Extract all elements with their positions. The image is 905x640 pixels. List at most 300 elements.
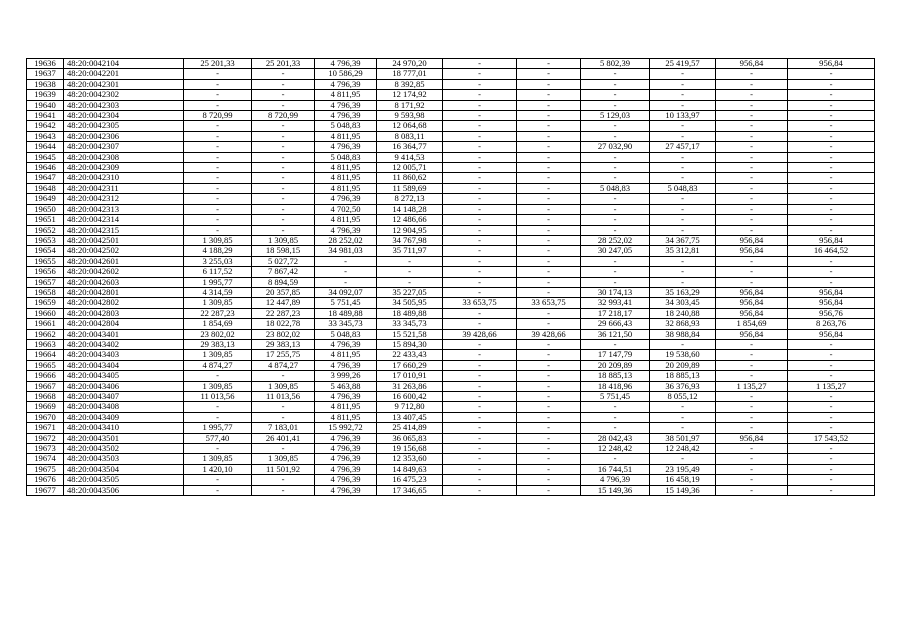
row-number-cell: 19663 xyxy=(27,339,64,349)
value-cell: 38 988,84 xyxy=(650,329,716,339)
row-number-cell: 19647 xyxy=(27,173,64,183)
value-cell: 36 121,50 xyxy=(581,329,650,339)
value-cell: 1 309,85 xyxy=(184,454,252,464)
value-cell: - xyxy=(517,464,581,474)
value-cell: 9 593,98 xyxy=(377,111,443,121)
cadastral-number-cell: 48:20:0042304 xyxy=(64,111,184,121)
value-cell: 17 218,17 xyxy=(581,308,650,318)
value-cell: - xyxy=(443,277,517,287)
value-cell: - xyxy=(716,475,788,485)
value-cell: - xyxy=(650,423,716,433)
cadastral-number-cell: 48:20:0042312 xyxy=(64,194,184,204)
value-cell: - xyxy=(581,69,650,79)
value-cell: - xyxy=(443,444,517,454)
value-cell: 16 464,52 xyxy=(788,246,875,256)
value-cell: - xyxy=(443,225,517,235)
value-cell: - xyxy=(252,131,315,141)
value-cell: 1 309,85 xyxy=(184,235,252,245)
value-cell: - xyxy=(443,339,517,349)
value-cell: - xyxy=(443,381,517,391)
row-number-cell: 19675 xyxy=(27,464,64,474)
value-cell: - xyxy=(517,163,581,173)
value-cell: - xyxy=(716,412,788,422)
cadastral-number-cell: 48:20:0042603 xyxy=(64,277,184,287)
value-cell: - xyxy=(788,277,875,287)
value-cell: 10 133,97 xyxy=(650,111,716,121)
value-cell: - xyxy=(252,485,315,495)
value-cell: - xyxy=(581,194,650,204)
value-cell: 26 401,41 xyxy=(252,433,315,443)
value-cell: - xyxy=(788,131,875,141)
value-cell: 20 209,89 xyxy=(650,360,716,370)
value-cell: - xyxy=(517,412,581,422)
row-number-cell: 19637 xyxy=(27,69,64,79)
value-cell: - xyxy=(443,215,517,225)
value-cell: - xyxy=(252,69,315,79)
value-cell: - xyxy=(252,444,315,454)
value-cell: - xyxy=(581,256,650,266)
cadastral-number-cell: 48:20:0042303 xyxy=(64,100,184,110)
value-cell: - xyxy=(788,444,875,454)
value-cell: 28 252,02 xyxy=(581,235,650,245)
table-row xyxy=(27,350,875,360)
value-cell: - xyxy=(443,131,517,141)
cadastral-number-cell: 48:20:0043501 xyxy=(64,433,184,443)
value-cell: - xyxy=(716,90,788,100)
row-number-cell: 19673 xyxy=(27,444,64,454)
value-cell: - xyxy=(184,121,252,131)
value-cell: - xyxy=(650,402,716,412)
row-number-cell: 19664 xyxy=(27,350,64,360)
value-cell: - xyxy=(517,319,581,329)
value-cell: 8 894,59 xyxy=(252,277,315,287)
value-cell: - xyxy=(315,267,377,277)
value-cell: - xyxy=(377,267,443,277)
value-cell: 8 171,92 xyxy=(377,100,443,110)
value-cell: 18 489,88 xyxy=(377,308,443,318)
value-cell: 1 995,77 xyxy=(184,423,252,433)
table-row xyxy=(27,319,875,329)
value-cell: 38 501,97 xyxy=(650,433,716,443)
value-cell: - xyxy=(788,339,875,349)
table-row xyxy=(27,215,875,225)
table-row xyxy=(27,79,875,89)
value-cell: 25 419,57 xyxy=(650,59,716,69)
value-cell: 577,40 xyxy=(184,433,252,443)
value-cell: - xyxy=(252,371,315,381)
value-cell: 5 751,45 xyxy=(581,392,650,402)
value-cell: - xyxy=(581,267,650,277)
cadastral-number-cell: 48:20:0043405 xyxy=(64,371,184,381)
value-cell: - xyxy=(517,402,581,412)
value-cell: 34 092,07 xyxy=(315,287,377,297)
value-cell: - xyxy=(788,152,875,162)
value-cell: - xyxy=(443,485,517,495)
row-number-cell: 19642 xyxy=(27,121,64,131)
value-cell: 956,84 xyxy=(788,329,875,339)
value-cell: - xyxy=(581,225,650,235)
value-cell: - xyxy=(581,454,650,464)
cadastral-number-cell: 48:20:0042314 xyxy=(64,215,184,225)
cadastral-number-cell: 48:20:0042602 xyxy=(64,267,184,277)
value-cell: 35 711,97 xyxy=(377,246,443,256)
value-cell: - xyxy=(788,267,875,277)
value-cell: - xyxy=(650,339,716,349)
row-number-cell: 19645 xyxy=(27,152,64,162)
value-cell: - xyxy=(184,163,252,173)
value-cell: - xyxy=(788,69,875,79)
value-cell: - xyxy=(443,267,517,277)
row-number-cell: 19641 xyxy=(27,111,64,121)
value-cell: 1 135,27 xyxy=(716,381,788,391)
value-cell: 4 811,95 xyxy=(315,215,377,225)
value-cell: 4 796,39 xyxy=(315,59,377,69)
value-cell: 956,84 xyxy=(716,235,788,245)
row-number-cell: 19660 xyxy=(27,308,64,318)
value-cell: - xyxy=(517,142,581,152)
value-cell: - xyxy=(650,69,716,79)
value-cell: - xyxy=(443,412,517,422)
value-cell: - xyxy=(517,59,581,69)
value-cell: - xyxy=(716,152,788,162)
value-cell: 23 802,02 xyxy=(252,329,315,339)
value-cell: 17 147,79 xyxy=(581,350,650,360)
value-cell: 956,84 xyxy=(716,298,788,308)
value-cell: 27 457,17 xyxy=(650,142,716,152)
value-cell: - xyxy=(716,392,788,402)
value-cell: - xyxy=(788,256,875,266)
value-cell: - xyxy=(443,173,517,183)
value-cell: 36 065,83 xyxy=(377,433,443,443)
table-row xyxy=(27,152,875,162)
value-cell: 24 970,20 xyxy=(377,59,443,69)
value-cell: - xyxy=(716,423,788,433)
cadastral-number-cell: 48:20:0043504 xyxy=(64,464,184,474)
value-cell: 34 303,45 xyxy=(650,298,716,308)
cadastral-number-cell: 48:20:0042804 xyxy=(64,319,184,329)
value-cell: - xyxy=(517,90,581,100)
value-cell: 5 027,72 xyxy=(252,256,315,266)
value-cell: - xyxy=(716,79,788,89)
table-row xyxy=(27,235,875,245)
table-row xyxy=(27,308,875,318)
table-row xyxy=(27,173,875,183)
value-cell: 30 247,05 xyxy=(581,246,650,256)
value-cell: - xyxy=(650,215,716,225)
value-cell: 4 874,27 xyxy=(184,360,252,370)
value-cell: - xyxy=(184,90,252,100)
value-cell: 10 586,29 xyxy=(315,69,377,79)
value-cell: 13 407,45 xyxy=(377,412,443,422)
value-cell: - xyxy=(581,412,650,422)
row-number-cell: 19652 xyxy=(27,225,64,235)
value-cell: - xyxy=(443,59,517,69)
row-number-cell: 19646 xyxy=(27,163,64,173)
value-cell: - xyxy=(716,215,788,225)
value-cell: - xyxy=(443,475,517,485)
table-body xyxy=(27,59,875,496)
value-cell: - xyxy=(517,204,581,214)
cadastral-number-cell: 48:20:0042601 xyxy=(64,256,184,266)
value-cell: - xyxy=(252,121,315,131)
value-cell: 7 183,01 xyxy=(252,423,315,433)
table-row xyxy=(27,142,875,152)
cadastral-number-cell: 48:20:0043408 xyxy=(64,402,184,412)
value-cell: - xyxy=(716,163,788,173)
value-cell: 15 149,36 xyxy=(650,485,716,495)
value-cell: - xyxy=(581,163,650,173)
table-row xyxy=(27,371,875,381)
value-cell: - xyxy=(650,267,716,277)
row-number-cell: 19643 xyxy=(27,131,64,141)
value-cell: 1 854,69 xyxy=(716,319,788,329)
value-cell: - xyxy=(650,412,716,422)
value-cell: - xyxy=(517,183,581,193)
value-cell: 36 376,93 xyxy=(650,381,716,391)
value-cell: - xyxy=(650,100,716,110)
value-cell: - xyxy=(517,194,581,204)
value-cell: 4 188,29 xyxy=(184,246,252,256)
table-row xyxy=(27,204,875,214)
value-cell: 5 048,83 xyxy=(315,152,377,162)
value-cell: - xyxy=(517,267,581,277)
value-cell: 11 501,92 xyxy=(252,464,315,474)
cadastral-number-cell: 48:20:0043409 xyxy=(64,412,184,422)
value-cell: - xyxy=(517,79,581,89)
value-cell: 34 505,95 xyxy=(377,298,443,308)
table-row xyxy=(27,464,875,474)
value-cell: - xyxy=(443,454,517,464)
value-cell: - xyxy=(184,402,252,412)
value-cell: - xyxy=(650,277,716,287)
value-cell: - xyxy=(252,79,315,89)
value-cell: - xyxy=(517,287,581,297)
value-cell: - xyxy=(443,204,517,214)
value-cell: - xyxy=(517,454,581,464)
value-cell: - xyxy=(788,90,875,100)
value-cell: - xyxy=(443,111,517,121)
value-cell: - xyxy=(581,339,650,349)
value-cell: - xyxy=(581,173,650,183)
table-row xyxy=(27,298,875,308)
cadastral-number-cell: 48:20:0042801 xyxy=(64,287,184,297)
cadastral-number-cell: 48:20:0042201 xyxy=(64,69,184,79)
value-cell: - xyxy=(716,339,788,349)
cadastral-number-cell: 48:20:0042307 xyxy=(64,142,184,152)
value-cell: 1 854,69 xyxy=(184,319,252,329)
value-cell: - xyxy=(252,475,315,485)
value-cell: - xyxy=(788,360,875,370)
value-cell: - xyxy=(517,225,581,235)
value-cell: - xyxy=(252,100,315,110)
value-cell: - xyxy=(184,371,252,381)
value-cell: - xyxy=(443,90,517,100)
value-cell: 18 489,88 xyxy=(315,308,377,318)
value-cell: - xyxy=(517,121,581,131)
value-cell: 5 048,83 xyxy=(650,183,716,193)
value-cell: 11 013,56 xyxy=(252,392,315,402)
value-cell: 6 117,52 xyxy=(184,267,252,277)
value-cell: 5 751,45 xyxy=(315,298,377,308)
table-row xyxy=(27,69,875,79)
value-cell: 1 309,85 xyxy=(252,235,315,245)
value-cell: - xyxy=(517,100,581,110)
value-cell: - xyxy=(184,131,252,141)
value-cell: - xyxy=(788,194,875,204)
table-row xyxy=(27,402,875,412)
value-cell: 9 712,80 xyxy=(377,402,443,412)
value-cell: 16 364,77 xyxy=(377,142,443,152)
value-cell: 956,76 xyxy=(788,308,875,318)
value-cell: - xyxy=(517,308,581,318)
value-cell: 33 653,75 xyxy=(517,298,581,308)
value-cell: 16 475,23 xyxy=(377,475,443,485)
value-cell: 23 802,02 xyxy=(184,329,252,339)
value-cell: - xyxy=(716,100,788,110)
value-cell: - xyxy=(184,225,252,235)
row-number-cell: 19655 xyxy=(27,256,64,266)
value-cell: 1 309,85 xyxy=(252,381,315,391)
value-cell: 3 255,03 xyxy=(184,256,252,266)
cadastral-number-cell: 48:20:0042309 xyxy=(64,163,184,173)
value-cell: - xyxy=(581,204,650,214)
value-cell: - xyxy=(377,256,443,266)
value-cell: - xyxy=(716,225,788,235)
value-cell: - xyxy=(650,225,716,235)
value-cell: - xyxy=(650,131,716,141)
value-cell: - xyxy=(581,131,650,141)
cadastral-number-cell: 48:20:0042302 xyxy=(64,90,184,100)
value-cell: - xyxy=(581,215,650,225)
value-cell: 4 796,39 xyxy=(315,79,377,89)
cadastral-number-cell: 48:20:0043403 xyxy=(64,350,184,360)
row-number-cell: 19658 xyxy=(27,287,64,297)
value-cell: - xyxy=(581,277,650,287)
value-cell: 12 174,92 xyxy=(377,90,443,100)
value-cell: - xyxy=(788,204,875,214)
value-cell: 34 767,98 xyxy=(377,235,443,245)
table-row xyxy=(27,412,875,422)
value-cell: - xyxy=(716,371,788,381)
value-cell: 1 309,85 xyxy=(184,381,252,391)
cadastral-number-cell: 48:20:0042501 xyxy=(64,235,184,245)
value-cell: - xyxy=(443,287,517,297)
value-cell: - xyxy=(184,215,252,225)
value-cell: - xyxy=(443,163,517,173)
data-table xyxy=(26,58,875,496)
value-cell: 23 195,49 xyxy=(650,464,716,474)
value-cell: - xyxy=(517,433,581,443)
value-cell: - xyxy=(517,235,581,245)
value-cell: 16 458,19 xyxy=(650,475,716,485)
value-cell: - xyxy=(443,235,517,245)
value-cell: 29 666,43 xyxy=(581,319,650,329)
row-number-cell: 19648 xyxy=(27,183,64,193)
cadastral-number-cell: 48:20:0042310 xyxy=(64,173,184,183)
table-row xyxy=(27,90,875,100)
table-row xyxy=(27,287,875,297)
value-cell: - xyxy=(443,152,517,162)
table-row xyxy=(27,329,875,339)
value-cell: - xyxy=(788,100,875,110)
value-cell: - xyxy=(517,173,581,183)
value-cell: - xyxy=(517,111,581,121)
table-row xyxy=(27,485,875,495)
value-cell: - xyxy=(443,423,517,433)
value-cell: - xyxy=(716,444,788,454)
value-cell: - xyxy=(443,246,517,256)
value-cell: 9 414,53 xyxy=(377,152,443,162)
table-row xyxy=(27,381,875,391)
value-cell: 8 263,76 xyxy=(788,319,875,329)
value-cell: - xyxy=(184,79,252,89)
table-row xyxy=(27,256,875,266)
value-cell: 4 811,95 xyxy=(315,173,377,183)
value-cell: 33 345,73 xyxy=(377,319,443,329)
value-cell: 11 013,56 xyxy=(184,392,252,402)
value-cell: 20 209,89 xyxy=(581,360,650,370)
value-cell: - xyxy=(716,277,788,287)
value-cell: 956,84 xyxy=(788,287,875,297)
value-cell: - xyxy=(252,163,315,173)
cadastral-number-cell: 48:20:0043502 xyxy=(64,444,184,454)
table-row xyxy=(27,444,875,454)
cadastral-number-cell: 48:20:0042311 xyxy=(64,183,184,193)
value-cell: - xyxy=(650,204,716,214)
value-cell: - xyxy=(184,152,252,162)
value-cell: 956,84 xyxy=(716,308,788,318)
value-cell: - xyxy=(716,204,788,214)
value-cell: - xyxy=(184,475,252,485)
table-row xyxy=(27,183,875,193)
value-cell: - xyxy=(184,142,252,152)
value-cell: - xyxy=(315,256,377,266)
value-cell: - xyxy=(443,142,517,152)
value-cell: 956,84 xyxy=(788,298,875,308)
value-cell: 28 252,02 xyxy=(315,235,377,245)
value-cell: 1 995,77 xyxy=(184,277,252,287)
value-cell: - xyxy=(517,392,581,402)
value-cell: - xyxy=(716,256,788,266)
value-cell: 17 010,91 xyxy=(377,371,443,381)
value-cell: 20 357,85 xyxy=(252,287,315,297)
table-row xyxy=(27,194,875,204)
value-cell: - xyxy=(581,90,650,100)
value-cell: - xyxy=(184,485,252,495)
value-cell: 34 367,75 xyxy=(650,235,716,245)
value-cell: 4 796,39 xyxy=(315,360,377,370)
row-number-cell: 19654 xyxy=(27,246,64,256)
table-row xyxy=(27,392,875,402)
value-cell: 956,84 xyxy=(788,59,875,69)
value-cell: - xyxy=(716,454,788,464)
value-cell: - xyxy=(716,350,788,360)
value-cell: - xyxy=(184,194,252,204)
value-cell: - xyxy=(517,381,581,391)
value-cell: 12 486,66 xyxy=(377,215,443,225)
value-cell: 17 346,65 xyxy=(377,485,443,495)
row-number-cell: 19661 xyxy=(27,319,64,329)
value-cell: 32 868,93 xyxy=(650,319,716,329)
row-number-cell: 19662 xyxy=(27,329,64,339)
value-cell: - xyxy=(650,152,716,162)
value-cell: - xyxy=(788,111,875,121)
value-cell: - xyxy=(443,256,517,266)
value-cell: 1 135,27 xyxy=(788,381,875,391)
value-cell: 4 811,95 xyxy=(315,412,377,422)
table-row xyxy=(27,111,875,121)
value-cell: 25 201,33 xyxy=(184,59,252,69)
